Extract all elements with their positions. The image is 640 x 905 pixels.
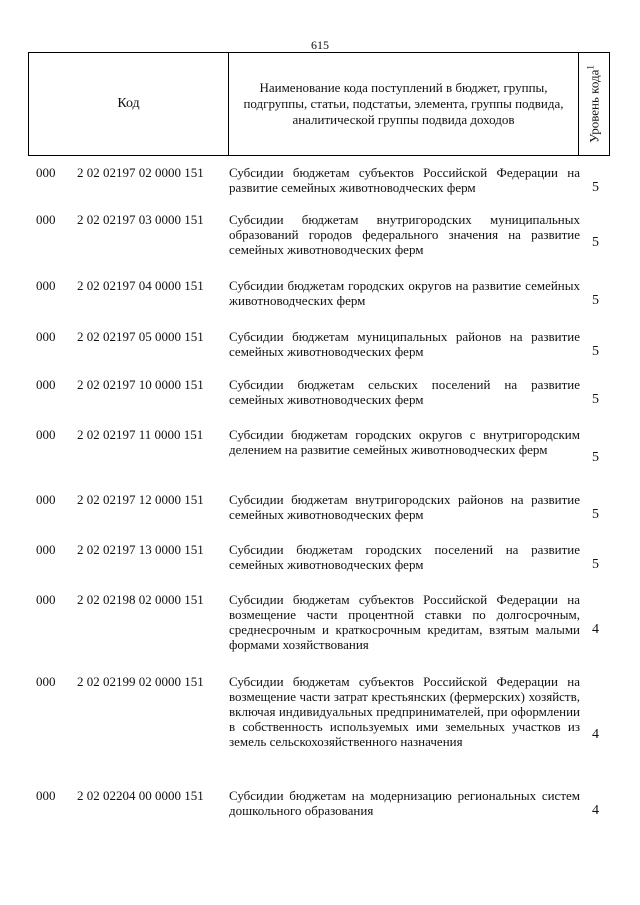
revenue-name: Субсидии бюджетам субъектов Российской Федерации на развитие семейных животноводческих ферм bbox=[229, 165, 580, 195]
code-level: 5 bbox=[592, 293, 599, 308]
budget-code: 2 02 02197 13 0000 151 bbox=[77, 542, 204, 557]
admin-code: 000 bbox=[36, 212, 56, 227]
code-level: 4 bbox=[592, 622, 599, 637]
revenue-name: Субсидии бюджетам городских округов на развитие семейных животноводческих ферм bbox=[229, 278, 580, 308]
budget-code: 2 02 02197 11 0000 151 bbox=[77, 427, 204, 442]
header-level-text bbox=[585, 65, 602, 143]
header-level bbox=[579, 53, 609, 155]
admin-code: 000 bbox=[36, 542, 56, 557]
revenue-name: Субсидии бюджетам муниципальных районов на развитие семейных животноводческих ферм bbox=[229, 329, 580, 359]
code-level: 5 bbox=[592, 507, 599, 522]
budget-code: 2 02 02197 05 0000 151 bbox=[77, 329, 204, 344]
code-level: 5 bbox=[592, 392, 599, 407]
budget-code: 2 02 02204 00 0000 151 bbox=[77, 788, 204, 803]
revenue-name: Субсидии бюджетам субъектов Российской Федерации на возмещение части затрат крестьянских (фермерских) хозяйств, включая индивидуальных предпринимателей, при оформлении в собственность используемых ими земельных участков из земель сельскохозяйственного назначения bbox=[229, 674, 580, 749]
revenue-name: Субсидии бюджетам на модернизацию региональных систем дошкольного образования bbox=[229, 788, 580, 818]
admin-code: 000 bbox=[36, 377, 56, 392]
budget-code: 2 02 02197 12 0000 151 bbox=[77, 492, 204, 507]
page-number: 615 bbox=[311, 38, 329, 52]
admin-code: 000 bbox=[36, 592, 56, 607]
code-level: 4 bbox=[592, 803, 599, 818]
header-level-footnote: 1 bbox=[585, 65, 596, 70]
admin-code: 000 bbox=[36, 329, 56, 344]
code-level: 4 bbox=[592, 727, 599, 742]
admin-code: 000 bbox=[36, 788, 56, 803]
header-code: Код bbox=[29, 53, 229, 155]
code-level: 5 bbox=[592, 235, 599, 250]
header-name: Наименование кода поступлений в бюджет, группы, подгруппы, статьи, подстатьи, элемента, группы подвида, аналитической группы подвида доходов bbox=[229, 53, 579, 155]
admin-code: 000 bbox=[36, 278, 56, 293]
admin-code: 000 bbox=[36, 427, 56, 442]
budget-code: 2 02 02197 10 0000 151 bbox=[77, 377, 204, 392]
budget-code: 2 02 02198 02 0000 151 bbox=[77, 592, 204, 607]
code-level: 5 bbox=[592, 450, 599, 465]
revenue-name: Субсидии бюджетам сельских поселений на развитие семейных животноводческих ферм bbox=[229, 377, 580, 407]
revenue-name: Субсидии бюджетам внутригородских муниципальных образований городов федерального значения на развитие семейных животноводческих ферм bbox=[229, 212, 580, 257]
revenue-name: Субсидии бюджетам субъектов Российской Федерации на возмещение части процентной ставки по долгосрочным, среднесрочным и краткосрочным кредитам, взятым малыми формами хозяйствования bbox=[229, 592, 580, 652]
code-level: 5 bbox=[592, 557, 599, 572]
budget-code: 2 02 02197 02 0000 151 bbox=[77, 165, 204, 180]
admin-code: 000 bbox=[36, 674, 56, 689]
admin-code: 000 bbox=[36, 492, 56, 507]
code-level: 5 bbox=[592, 180, 599, 195]
revenue-name: Субсидии бюджетам внутригородских районов на развитие семейных животноводческих ферм bbox=[229, 492, 580, 522]
table-header bbox=[28, 52, 610, 156]
code-level: 5 bbox=[592, 344, 599, 359]
admin-code: 000 bbox=[36, 165, 56, 180]
header-level-label: Уровень кода bbox=[586, 69, 602, 143]
revenue-name: Субсидии бюджетам городских поселений на развитие семейных животноводческих ферм bbox=[229, 542, 580, 572]
revenue-name: Субсидии бюджетам городских округов с внутригородским делением на развитие семейных животноводческих ферм bbox=[229, 427, 580, 457]
budget-code: 2 02 02197 04 0000 151 bbox=[77, 278, 204, 293]
budget-code: 2 02 02197 03 0000 151 bbox=[77, 212, 204, 227]
budget-code: 2 02 02199 02 0000 151 bbox=[77, 674, 204, 689]
